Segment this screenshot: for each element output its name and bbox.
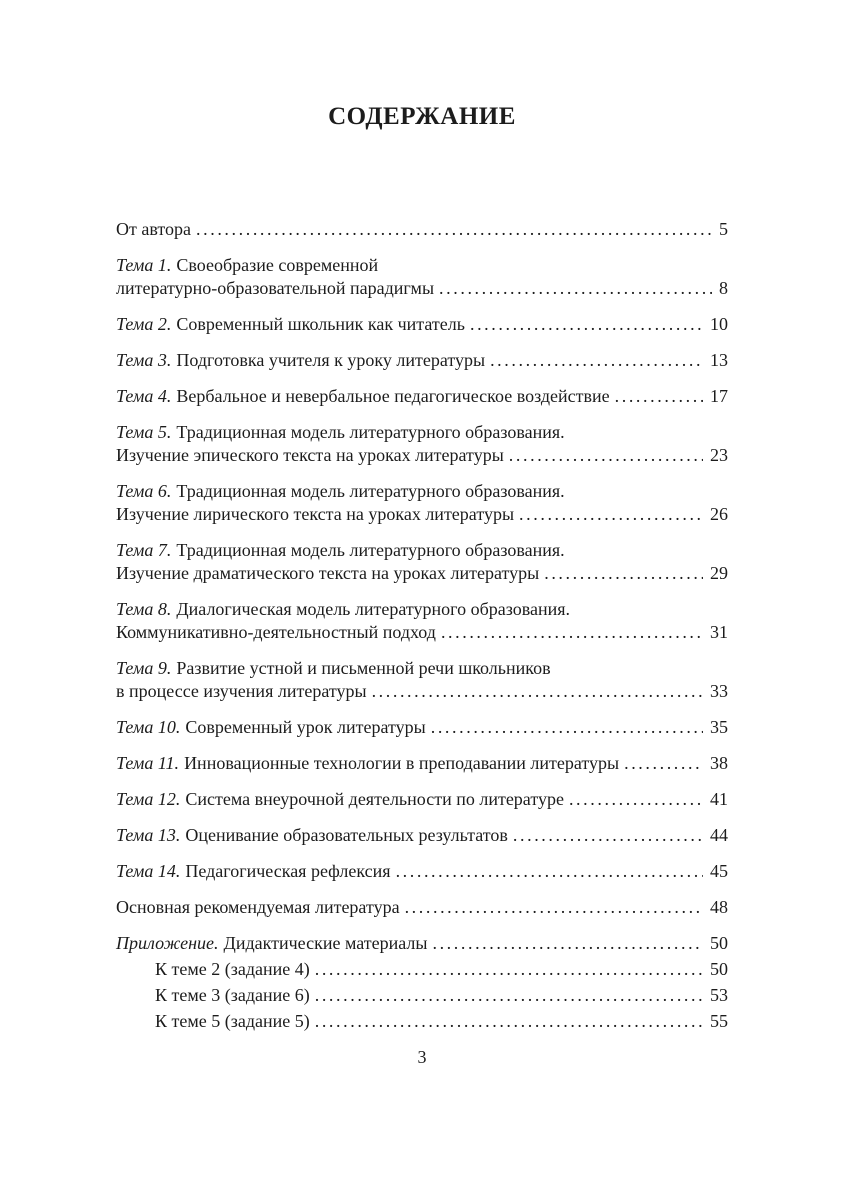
page-title: СОДЕРЖАНИЕ [328,103,516,130]
toc-entry-label: Тема 3. [116,350,172,370]
toc-entry-line [116,860,728,883]
page-ref: 50 [710,959,728,979]
toc-entry [116,385,728,408]
page-ref: 55 [710,1011,728,1031]
toc-entry [116,788,728,811]
page-ref: 48 [710,897,728,917]
toc-entry-title: Традиционная модель литературного образования. [176,540,565,560]
page-ref: 10 [710,314,728,334]
toc-entry-label: Тема 13. [116,825,181,845]
toc-entry-label: Тема 8. [116,599,172,619]
toc-entry-title: Коммуникативно-деятельностный подход [116,622,436,642]
toc-entry-title: Дидактические материалы [223,933,428,953]
toc-entry [116,218,728,241]
toc-entry-line [116,503,728,526]
toc-entry-title: Изучение драматического текста на уроках литературы [116,563,540,583]
toc-entry-label: Тема 11. [116,753,180,773]
page-ref: 44 [710,825,728,845]
dot-leader [396,860,703,883]
toc-entry [116,824,728,847]
dot-leader [315,1010,703,1033]
toc-entry-line [116,421,728,444]
toc-entry-label: Тема 7. [116,540,172,560]
dot-leader [196,218,712,241]
dot-leader [432,932,703,955]
dot-leader [569,788,703,811]
toc-entry [116,1010,728,1033]
toc-entry-title: Развитие устной и письменной речи школьников [176,658,551,678]
toc-entry-line [116,480,728,503]
toc-entry-title: литературно-образовательной парадигмы [116,278,435,298]
toc-list [116,218,728,1033]
toc-entry [116,958,728,981]
toc-entry-line [116,313,728,336]
toc-entry-title: Изучение лирического текста на уроках литературы [116,504,515,524]
page-ref: 33 [710,681,728,701]
page-ref: 5 [719,219,728,239]
toc-entry-line [116,657,728,680]
toc-entry-title: Диалогическая модель литературного образования. [176,599,571,619]
toc-entry [116,598,728,644]
dot-leader [615,385,703,408]
page-ref: 26 [710,504,728,524]
toc-entry-title: в процессе изучения литературы [116,681,367,701]
dot-leader [405,896,703,919]
toc-entry [116,716,728,739]
toc-entry-title: Вербальное и невербальное педагогическое воздействие [176,386,610,406]
toc-entry-title: К теме 5 (задание 5) [155,1011,310,1031]
toc-entry-line [116,621,728,644]
page-ref: 35 [710,717,728,737]
page-ref: 23 [710,445,728,465]
toc-entry-line [116,254,728,277]
toc-entry-line [116,598,728,621]
toc-entry-title: К теме 3 (задание 6) [155,985,310,1005]
toc-entry-line [116,896,728,919]
toc-entry-label: Тема 10. [116,717,181,737]
dot-leader [315,984,703,1007]
toc-entry-title: Инновационные технологии в преподавании литературы [184,753,620,773]
dot-leader [372,680,703,703]
folio-page-number: 3 [417,1047,427,1067]
dot-leader [519,503,703,526]
toc-entry-line [116,788,728,811]
toc-entry-title: Традиционная модель литературного образования. [176,422,565,442]
toc-entry-title: Система внеурочной деятельности по литературе [185,789,564,809]
toc-entry-title: Подготовка учителя к уроку литературы [176,350,486,370]
page-ref: 45 [710,861,728,881]
toc-entry-title: Педагогическая рефлексия [185,861,391,881]
page-ref: 17 [710,386,728,406]
dot-leader [431,716,703,739]
toc-entry [116,657,728,703]
toc-entry-line [155,958,728,981]
toc-entry-line [116,277,728,300]
toc-entry [116,932,728,955]
toc-entry-label: Тема 12. [116,789,181,809]
toc-entry-line [116,752,728,775]
toc-entry-title: Своеобразие современной [176,255,379,275]
toc-entry-label: Тема 14. [116,861,181,881]
toc-entry-line [116,824,728,847]
toc-entry-line [116,562,728,585]
toc-entry-line [155,984,728,1007]
toc-entry-line [155,1010,728,1033]
toc-entry-line [116,932,728,955]
toc-entry [116,480,728,526]
toc-entry-title: Современный школьник как читатель [176,314,465,334]
toc-entry-line [116,385,728,408]
toc-entry-title: Оценивание образовательных результатов [185,825,508,845]
toc-entry-line [116,218,728,241]
toc-entry [116,896,728,919]
toc-entry-line [116,349,728,372]
toc-entry [116,752,728,775]
toc-entry [116,860,728,883]
dot-leader [439,277,712,300]
toc-entry-label: Тема 5. [116,422,172,442]
toc-entry-label: Тема 4. [116,386,172,406]
toc-entry [116,421,728,467]
dot-leader [315,958,703,981]
page-ref: 50 [710,933,728,953]
toc-entry-line [116,680,728,703]
toc-entry [116,539,728,585]
toc-entry-label: Тема 9. [116,658,172,678]
toc-entry [116,349,728,372]
dot-leader [441,621,703,644]
dot-leader [470,313,703,336]
page-ref: 8 [719,278,728,298]
page-ref: 29 [710,563,728,583]
toc-entry-title: Изучение эпического текста на уроках литературы [116,445,504,465]
toc-entry-line [116,539,728,562]
toc-entry-title: Традиционная модель литературного образования. [176,481,565,501]
page-ref: 31 [710,622,728,642]
toc-entry-title: От автора [116,219,192,239]
toc-entry [116,984,728,1007]
toc-entry-title: Основная рекомендуемая литература [116,897,400,917]
toc-entry-label: Тема 2. [116,314,172,334]
toc-entry-line [116,444,728,467]
toc-entry-line [116,716,728,739]
toc-entry-title: К теме 2 (задание 4) [155,959,310,979]
page-ref: 53 [710,985,728,1005]
toc-entry [116,313,728,336]
dot-leader [490,349,703,372]
dot-leader [544,562,703,585]
toc-entry-label: Тема 1. [116,255,172,275]
dot-leader [624,752,703,775]
dot-leader [513,824,703,847]
toc-entry [116,254,728,300]
dot-leader [509,444,703,467]
toc-entry-label: Приложение. [116,933,219,953]
page-ref: 41 [710,789,728,809]
page-ref: 38 [710,753,728,773]
toc-entry-title: Современный урок литературы [185,717,426,737]
toc-entry-label: Тема 6. [116,481,172,501]
page-ref: 13 [710,350,728,370]
